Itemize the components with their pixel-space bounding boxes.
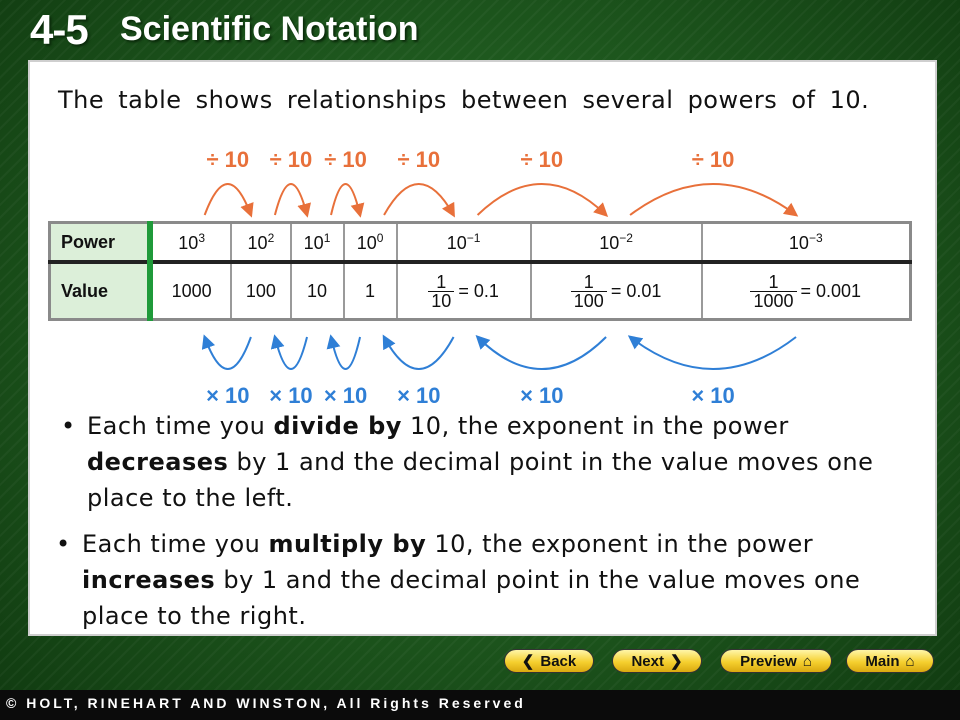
content-panel bbox=[28, 60, 937, 636]
divide-arrow bbox=[478, 184, 607, 215]
divide-label: ÷ 10 bbox=[520, 147, 564, 172]
divide-label: ÷ 10 bbox=[691, 147, 735, 172]
copyright-text: © HOLT, RINEHART AND WINSTON, All Rights Reserved bbox=[6, 695, 526, 711]
value-cell: $\frac{1}{100}$ = 0.01 bbox=[531, 262, 702, 320]
fraction: $\frac{1}{10}$ bbox=[428, 273, 454, 310]
bullet-divide: • Each time you divide by 10, the exponent in the power decreases by 1 and the decimal point in the value moves one place to the left. bbox=[87, 408, 877, 516]
divide-arrow bbox=[275, 184, 307, 215]
value-cell: 1 bbox=[344, 262, 397, 320]
divide-label: ÷ 10 bbox=[269, 147, 313, 172]
copyright-bar bbox=[0, 690, 960, 720]
back-button[interactable] bbox=[504, 649, 594, 673]
back-label: Back bbox=[540, 652, 577, 670]
multiply-label: × 10 bbox=[269, 383, 313, 408]
main-label: Main bbox=[865, 652, 900, 670]
home-icon: ⌂ bbox=[802, 652, 812, 670]
fraction: $\frac{1}{1000}$ bbox=[750, 273, 796, 310]
divide-label: ÷ 10 bbox=[206, 147, 250, 172]
multiply-arrow bbox=[205, 337, 251, 369]
multiply-arrow bbox=[384, 337, 454, 369]
slide-header bbox=[0, 0, 960, 58]
divide-arrow bbox=[205, 184, 251, 215]
preview-label: Preview bbox=[740, 652, 797, 670]
divide-arrow bbox=[630, 184, 796, 215]
value-cell: $\frac{1}{1000}$ = 0.001 bbox=[702, 262, 911, 320]
power-row bbox=[50, 223, 911, 263]
fraction: $\frac{1}{100}$ bbox=[571, 273, 607, 310]
divide-arrow bbox=[384, 184, 454, 215]
chevron-left-icon: ❮ bbox=[521, 653, 535, 670]
multiply-arrow bbox=[478, 337, 607, 369]
multiply-arrow bbox=[331, 337, 360, 369]
preview-button[interactable] bbox=[720, 649, 832, 673]
value-cell: 1000 bbox=[150, 262, 231, 320]
power-cell: $10^{-3}$ bbox=[702, 223, 911, 263]
power-cell: $10^2$ bbox=[231, 223, 290, 263]
divide-arrow bbox=[331, 184, 360, 215]
next-label: Next bbox=[631, 652, 664, 670]
multiply-label: × 10 bbox=[323, 383, 368, 408]
bullet-dot: • bbox=[56, 530, 71, 558]
multiply-label: × 10 bbox=[691, 383, 735, 408]
lesson-number: 4-5 bbox=[30, 6, 88, 53]
home-icon: ⌂ bbox=[905, 652, 915, 670]
power-cell: $10^3$ bbox=[150, 223, 231, 263]
value-row bbox=[50, 262, 911, 320]
power-cell: $10^1$ bbox=[291, 223, 344, 263]
value-header: Value bbox=[50, 262, 151, 320]
multiply-label: × 10 bbox=[520, 383, 564, 408]
next-button[interactable] bbox=[612, 649, 702, 673]
bullet-dot: • bbox=[61, 412, 76, 440]
divide-label: ÷ 10 bbox=[324, 147, 367, 172]
intro-text: The table shows relationships between several powers of 10. bbox=[58, 86, 870, 114]
chevron-right-icon: ❯ bbox=[669, 653, 683, 670]
power-cell: $10^0$ bbox=[344, 223, 397, 263]
multiply-arrow bbox=[275, 337, 307, 369]
value-cell: 100 bbox=[231, 262, 290, 320]
main-button[interactable] bbox=[846, 649, 934, 673]
multiply-arrow bbox=[630, 337, 796, 369]
lesson-title: Scientific Notation bbox=[120, 10, 419, 48]
value-cell: $\frac{1}{10}$ = 0.1 bbox=[397, 262, 531, 320]
power-header: Power bbox=[50, 223, 151, 263]
power-cell: $10^{-2}$ bbox=[531, 223, 702, 263]
multiply-label: × 10 bbox=[206, 383, 250, 408]
multiply-label: × 10 bbox=[397, 383, 441, 408]
value-cell: 10 bbox=[291, 262, 344, 320]
power-cell: $10^{-1}$ bbox=[397, 223, 531, 263]
powers-table bbox=[48, 221, 912, 321]
divide-label: ÷ 10 bbox=[397, 147, 441, 172]
bullet-multiply: • Each time you multiply by 10, the exponent in the power increases by 1 and the decimal point in the value moves one place to the right. bbox=[82, 526, 902, 634]
